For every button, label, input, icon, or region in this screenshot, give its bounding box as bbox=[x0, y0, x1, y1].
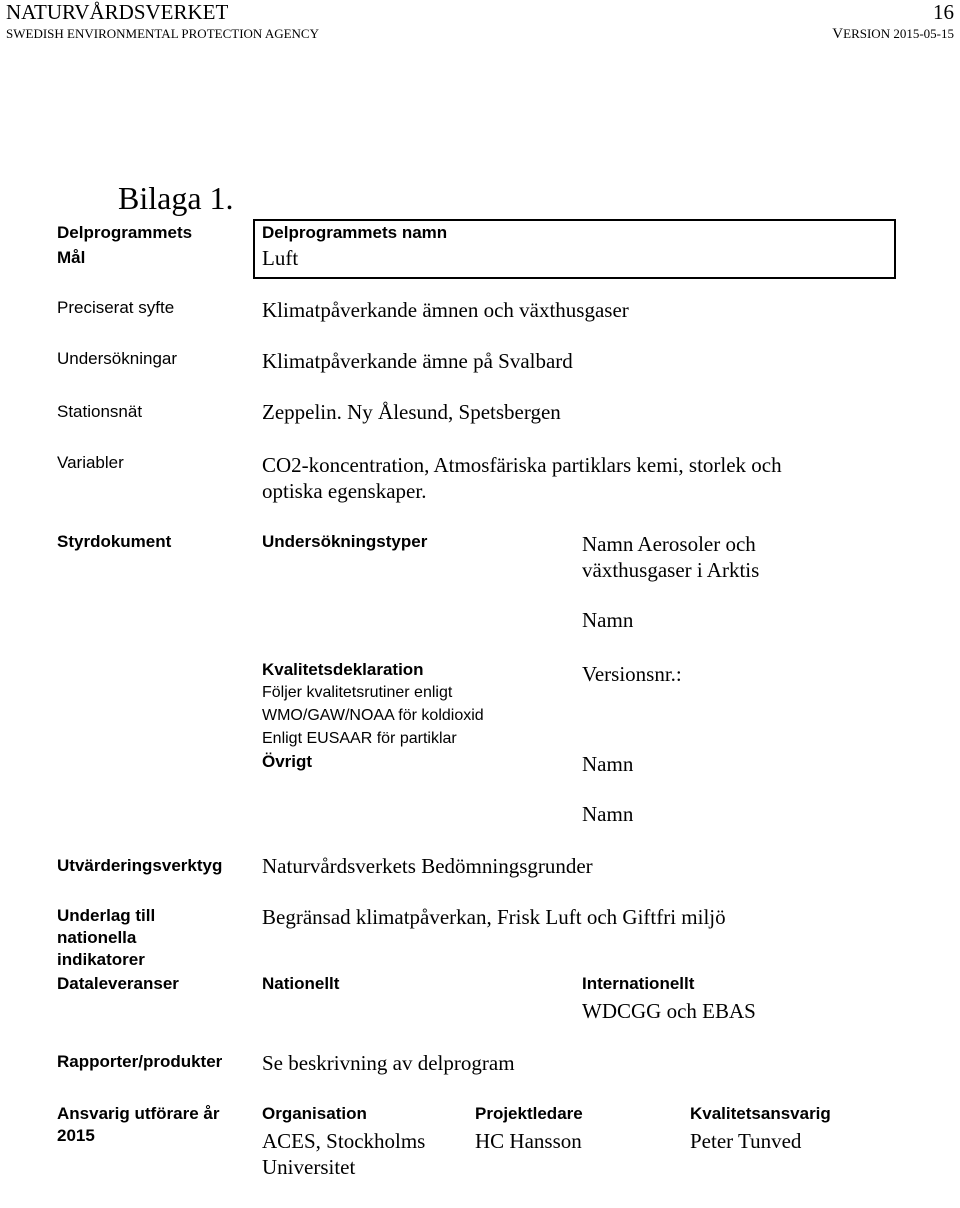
internationellt-value: WDCGG och EBAS bbox=[582, 999, 756, 1023]
ansvarig-label-line1: Ansvarig utförare år bbox=[57, 1104, 220, 1123]
styrdokument-label: Styrdokument bbox=[57, 532, 172, 551]
dataleveranser-label: Dataleveranser bbox=[57, 974, 179, 993]
kvalitet-line1: Följer kvalitetsrutiner enligt bbox=[262, 684, 453, 701]
delprogram-name-value: Luft bbox=[262, 246, 299, 270]
styrdokument-name4: Namn bbox=[582, 802, 634, 826]
kvalitet-line3: Enligt EUSAAR för partiklar bbox=[262, 730, 457, 747]
underlag-label-line3: indikatorer bbox=[57, 950, 145, 969]
rapporter-label: Rapporter/produkter bbox=[57, 1052, 223, 1071]
delprogram-name-label: Delprogrammets namn bbox=[262, 223, 448, 242]
organisation-value-line2: Universitet bbox=[262, 1155, 356, 1179]
utvardering-value: Naturvårdsverkets Bedömningsgrunder bbox=[262, 854, 593, 878]
version-initial: V bbox=[832, 26, 844, 42]
table-top-border bbox=[253, 219, 896, 221]
agency-name: NATURVÅRDSVERKET bbox=[6, 0, 229, 24]
styrdokument-name1-line2: växthusgaser i Arktis bbox=[582, 558, 760, 582]
versionsnr: Versionsnr.: bbox=[582, 662, 682, 686]
internationellt-label: Internationellt bbox=[582, 974, 695, 993]
projektledare-value: HC Hansson bbox=[475, 1129, 582, 1153]
styrdokument-name3: Namn bbox=[582, 752, 634, 776]
undersokningstyper-label: Undersökningstyper bbox=[262, 532, 428, 551]
version-rest: ERSION 2015-05-15 bbox=[843, 26, 954, 41]
ovrigt-label: Övrigt bbox=[262, 752, 313, 771]
delprogram-label-line1: Delprogrammets bbox=[57, 223, 193, 242]
underlag-value: Begränsad klimatpåverkan, Frisk Luft och Giftfri miljö bbox=[262, 905, 726, 929]
agency-english-name: SWEDISH ENVIRONMENTAL PROTECTION AGENCY bbox=[6, 26, 319, 41]
underlag-label-line2: nationella bbox=[57, 928, 137, 947]
styrdokument-name2: Namn bbox=[582, 608, 634, 632]
variabler-label: Variabler bbox=[57, 453, 124, 472]
page-number: 16 bbox=[933, 0, 954, 24]
styrdokument-name1-line1: Namn Aerosoler och bbox=[582, 532, 756, 556]
variabler-value-line2: optiska egenskaper. bbox=[262, 479, 427, 503]
organisation-label: Organisation bbox=[262, 1104, 367, 1123]
table-bottom-border bbox=[253, 277, 896, 279]
kvalitet-line2: WMO/GAW/NOAA för koldioxid bbox=[262, 707, 484, 724]
stationsnat-value: Zeppelin. Ny Ålesund, Spetsbergen bbox=[262, 400, 561, 424]
projektledare-label: Projektledare bbox=[475, 1104, 583, 1123]
delprogram-label-line2: Mål bbox=[57, 248, 86, 267]
undersokningar-value: Klimatpåverkande ämne på Svalbard bbox=[262, 349, 573, 373]
page-title: Bilaga 1. bbox=[118, 180, 234, 216]
syfte-label: Preciserat syfte bbox=[57, 298, 175, 317]
variabler-value-line1: CO2-koncentration, Atmosfäriska partiklars kemi, storlek och bbox=[262, 453, 782, 477]
table-right-border bbox=[894, 219, 896, 279]
stationsnat-label: Stationsnät bbox=[57, 402, 143, 421]
table-left-border bbox=[253, 219, 255, 279]
nationellt-label: Nationellt bbox=[262, 974, 340, 993]
rapporter-value: Se beskrivning av delprogram bbox=[262, 1051, 515, 1075]
syfte-value: Klimatpåverkande ämnen och växthusgaser bbox=[262, 298, 629, 322]
kvalitetsansvarig-value: Peter Tunved bbox=[690, 1129, 802, 1153]
organisation-value-line1: ACES, Stockholms bbox=[262, 1129, 426, 1153]
underlag-label-line1: Underlag till bbox=[57, 906, 156, 925]
utvardering-label: Utvärderingsverktyg bbox=[57, 856, 223, 875]
kvalitetsansvarig-label: Kvalitetsansvarig bbox=[690, 1104, 831, 1123]
kvalitet-label: Kvalitetsdeklaration bbox=[262, 660, 424, 679]
ansvarig-label-line2: 2015 bbox=[57, 1126, 95, 1145]
undersokningar-label: Undersökningar bbox=[57, 349, 178, 368]
version-date bbox=[832, 26, 954, 43]
